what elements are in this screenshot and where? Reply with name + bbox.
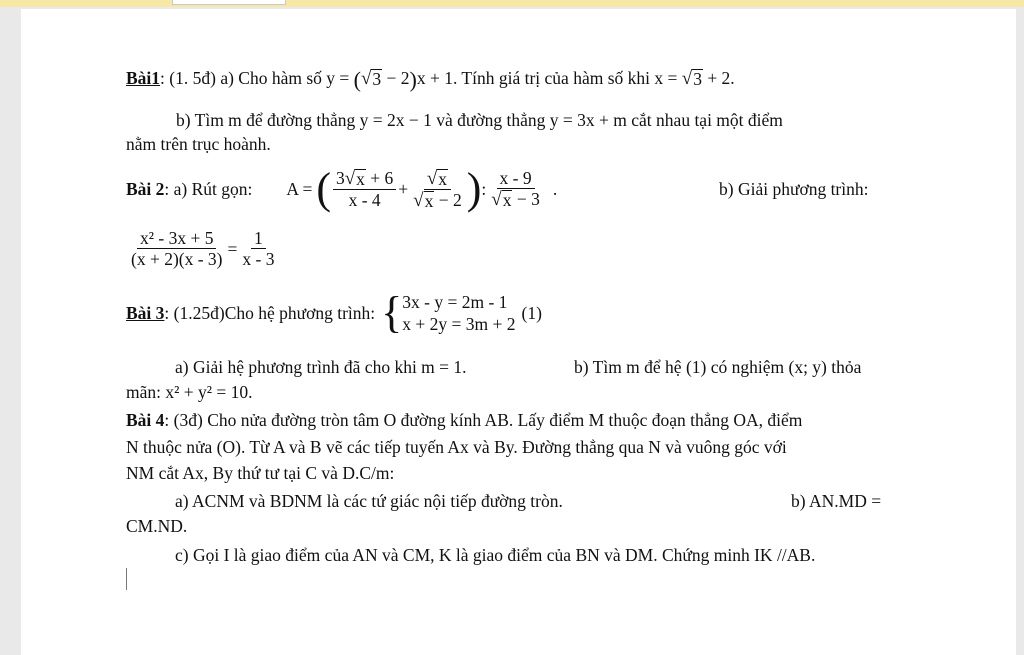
bai1-line1 [126,68,735,90]
eq-right-fraction [239,228,277,269]
system-tag: (1) [521,303,542,323]
paren-close: ) [409,66,417,92]
bai4-b: b) AN.MD = [791,491,882,511]
sqrt-arg: x [438,168,448,189]
bai2-equation [126,228,279,269]
sqrt-arg: 3 [693,69,702,89]
frac1-numerator [333,168,396,190]
eq-left-numerator: x² - 3x + 5 [137,228,216,249]
system-rows [402,291,515,335]
top-bar [0,0,1024,7]
equals-sign: = [227,238,238,259]
period: . [552,179,558,199]
bai4-heading: Bài 4 [126,410,165,430]
bai2-a-label: : a) Rút gọn: [164,179,253,199]
sqrt-arg: x [356,169,365,189]
bai2-line1 [126,164,557,214]
bai1-b-line2: nằm trên trục hoành. [126,134,271,154]
bai3-intro: : (1.25đ)Cho hệ phương trình: [164,303,376,323]
bai1-heading: Bài1 [126,68,161,88]
frac3-denominator [488,189,543,210]
frac3-numerator: x - 9 [497,168,535,189]
sqrt-expr [361,69,382,89]
sqrt-expr [413,191,434,211]
frac1-denominator: x - 4 [348,190,381,210]
fraction-2 [410,168,465,211]
bai3-condition: mãn: x² + y² = 10. [126,382,253,402]
bai1-intro: : (1. 5đ) a) Cho hàm số [160,68,322,88]
big-paren-close: ) [466,164,482,213]
bai1-b-line: b) Tìm m để đường thẳng y = 2x − 1 và đường thẳng y = 3x + m cắt nhau tại một điểm [176,110,783,130]
frac2-denominator [410,190,465,211]
eq-right-denominator: x - 3 [242,249,275,269]
big-paren-open: ( [316,164,331,213]
eq-right-numerator: 1 [251,228,266,249]
coef: 3 [335,168,345,188]
sqrt-symbol: √ [344,168,356,189]
sqrt-expr [427,169,448,189]
bai2-A-eq: A = [286,179,313,199]
fraction-1 [333,168,396,210]
colon: : [481,179,487,199]
sqrt-arg: x [424,190,434,211]
bai4-b-cont: CM.ND. [126,516,188,536]
fraction-3 [488,168,543,210]
system-brace: { [381,288,403,337]
sqrt-expr [491,190,512,210]
system-row-2: x + 2y = 3m + 2 [402,314,516,334]
sqrt-symbol: √ [426,167,438,189]
system-row-1: 3x - y = 2m - 1 [402,292,508,312]
bai4-line2: N thuộc nửa (O). Từ A và B vẽ các tiếp tuyến Ax và By. Đường thẳng qua N và vuông góc với [126,437,787,457]
eq-left-fraction [128,228,226,269]
tab-outline [172,0,286,5]
sqrt-expr-2 [682,69,703,89]
sqrt-symbol: √ [413,189,424,211]
bai1-y-eq: y = [326,68,354,88]
bai1-tail1: x + 1. Tính giá trị của hàm số khi x = [416,68,682,88]
bai2-b-label: b) Giải phương trình: [719,179,869,199]
sqrt-expr [345,169,366,189]
bai3-a: a) Giải hệ phương trình đã cho khi m = 1. [175,357,467,377]
tail: − 3 [512,189,540,209]
sqrt-symbol: √ [681,68,693,89]
plus-sign: + [398,179,409,199]
bai1-tail2: + 2. [702,68,735,88]
bai2-heading: Bài 2 [126,179,165,199]
sqrt-arg: x [502,190,512,210]
eq-left-denominator: (x + 2)(x - 3) [131,249,223,269]
bai4-line1-text: : (3đ) Cho nửa đường tròn tâm O đường kính AB. Lấy điểm M thuộc đoạn thẳng OA, điểm [164,410,803,430]
paren-open: ( [353,66,361,92]
bai4-c: c) Gọi I là giao điểm của AN và CM, K là giao điểm của BN và DM. Chứng minh IK //AB. [175,545,816,565]
bai1-minus: − 2 [382,68,410,88]
text-cursor [126,568,127,590]
bai3-b: b) Tìm m để hệ (1) có nghiệm (x; y) thỏa [574,357,862,377]
sqrt-symbol: √ [491,189,502,210]
bai4-a: a) ACNM và BDNM là các tứ giác nội tiếp đường tròn. [175,491,563,511]
bai4-line3: NM cắt Ax, By thứ tư tại C và D.C/m: [126,463,395,483]
bai3-heading: Bài 3 [126,303,165,323]
bai4-line1 [126,410,802,430]
frac2-numerator [424,168,451,190]
bai3-line1 [126,288,542,337]
sqrt-arg: 3 [372,69,382,89]
tail: − 2 [434,189,462,210]
sqrt-symbol: √ [360,68,372,89]
tail: + 6 [365,168,394,188]
